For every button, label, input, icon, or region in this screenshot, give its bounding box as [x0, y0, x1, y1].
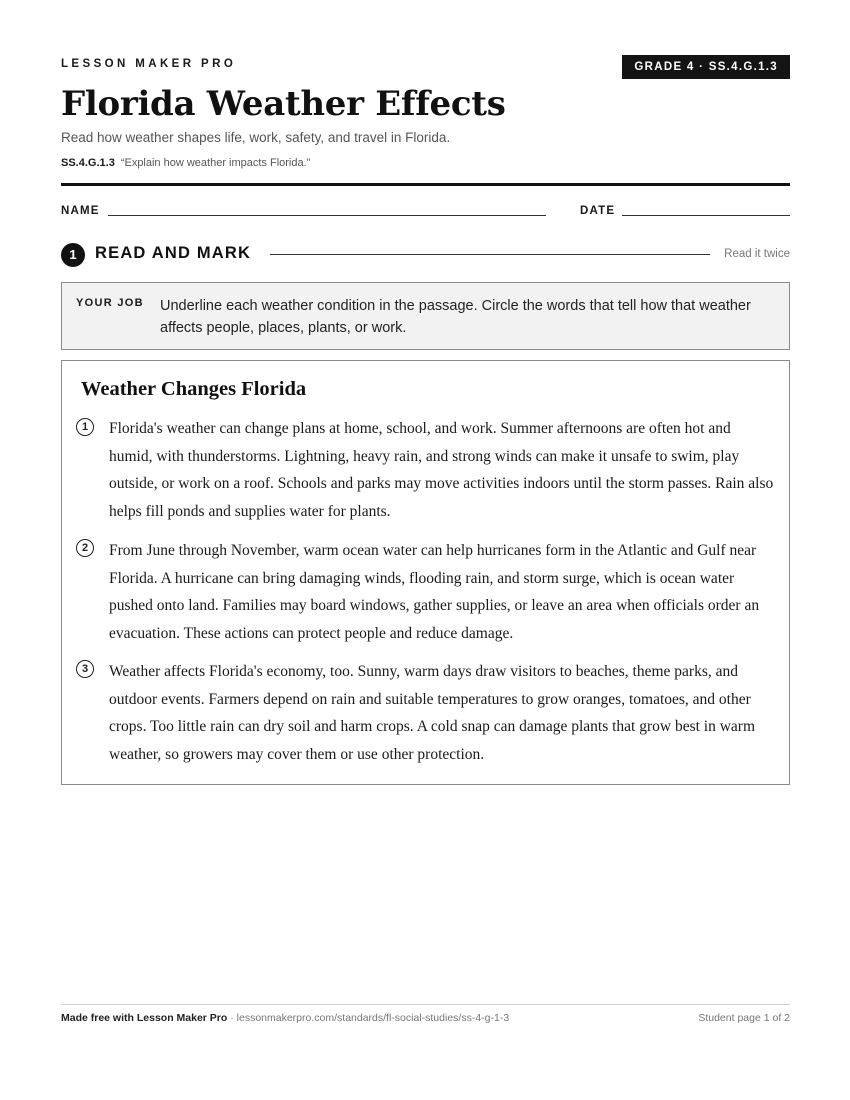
standard-text: “Explain how weather impacts Florida.”: [120, 157, 311, 169]
date-label: DATE: [580, 205, 616, 217]
paragraph-number: 1: [76, 418, 94, 436]
footer-separator: ·: [227, 1012, 237, 1024]
grade-badge: GRADE 4 · SS.4.G.1.3: [622, 55, 790, 79]
standard-line: [61, 157, 310, 169]
job-text: Underline each weather condition in the passage. Circle the words that tell how that weather affects people, places, plants, or work.: [160, 298, 751, 336]
name-label: NAME: [61, 205, 100, 217]
footer-credit: [61, 1012, 509, 1024]
worksheet-page: [61, 0, 790, 1100]
date-field[interactable]: [622, 215, 790, 216]
footer-page-info: Student page 1 of 2: [698, 1012, 790, 1024]
passage-title: Weather Changes Florida: [81, 378, 307, 400]
passage-paragraph: Florida's weather can change plans at home, school, and work. Summer afternoons are often hot and humid, with thunderstorms. Lightning, heavy rain, and strong winds can make it unsafe to swim, play outside, or work on a roof. Schools and parks may move activities indoors until the storm passes. Rain also helps fill ponds and supplies water for plants.: [109, 420, 774, 520]
paragraph-number: 2: [76, 539, 94, 557]
passage-paragraph: Weather affects Florida's economy, too. Sunny, warm days draw visitors to beaches, theme parks, and outdoor events. Farmers depend on rain and suitable temperatures to grow oranges, tomatoes, and other crops. Too little rain can dry soil and harm crops. A cold snap can damage plants that grow best in warm weather, so growers may cover them or use other protection.: [109, 663, 756, 763]
section-divider: [270, 254, 710, 255]
reading-passage: [61, 360, 790, 785]
footer-divider: [61, 1004, 790, 1005]
page-subtitle: Read how weather shapes life, work, safety, and travel in Florida.: [61, 130, 451, 145]
standard-code: SS.4.G.1.3: [61, 157, 115, 169]
brand-name: LESSON MAKER PRO: [61, 58, 237, 70]
name-field[interactable]: [108, 215, 546, 216]
section-note: Read it twice: [724, 248, 790, 260]
footer-url[interactable]: lessonmakerpro.com/standards/fl-social-studies/ss-4-g-1-3: [236, 1012, 510, 1024]
job-label: YOUR JOB: [76, 297, 144, 309]
header-divider: [61, 183, 790, 186]
passage-paragraph: From June through November, warm ocean water can help hurricanes form in the Atlantic and Gulf near Florida. A hurricane can bring damaging winds, flooding rain, and storm surge, which is ocean water pushed onto land. Families may board windows, gather supplies, or leave an area when officials order an evacuation. These actions can protect people and reduce damage.: [109, 542, 760, 642]
section-number-badge: 1: [61, 243, 85, 267]
section-title: READ AND MARK: [95, 244, 252, 262]
paragraph-number: 3: [76, 660, 94, 678]
page-title: Florida Weather Effects: [61, 84, 506, 124]
job-instructions-box: [61, 282, 790, 350]
footer-made-by: Made free with Lesson Maker Pro: [61, 1012, 228, 1024]
